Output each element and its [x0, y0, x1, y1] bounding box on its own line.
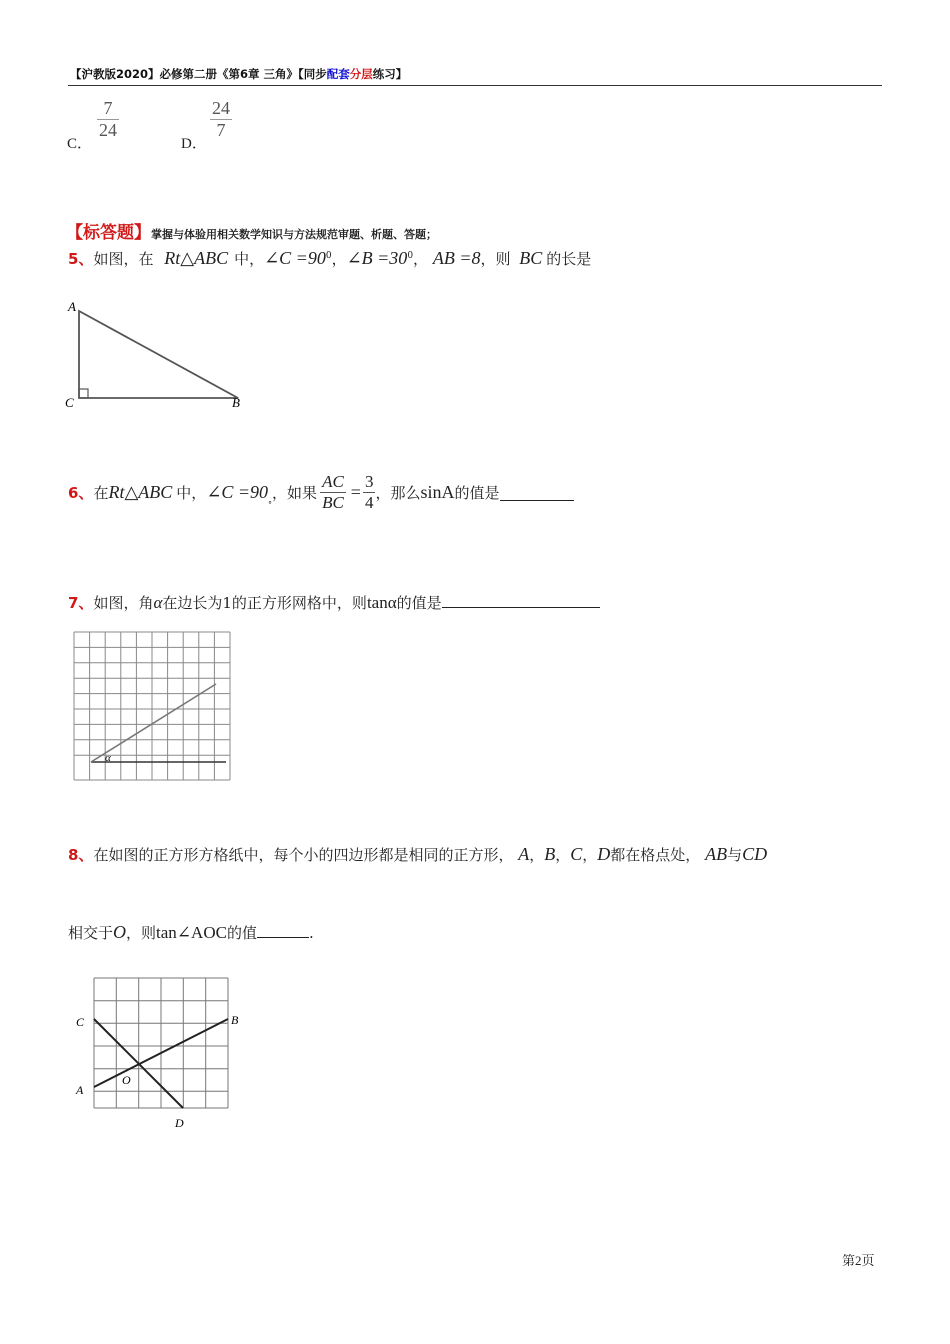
q7-text: 如图，角 [93, 594, 154, 612]
q8-text: 相交于 [68, 924, 114, 942]
question-5-number: 5、 [68, 250, 94, 268]
q6-fraction-denominator: BC [322, 493, 344, 512]
q6-text: 在 [93, 484, 109, 502]
option-d-denominator: 7 [216, 120, 226, 140]
option-d-numerator: 24 [212, 98, 230, 118]
q5-text: ， [413, 250, 429, 268]
q8-label-a: A [76, 1083, 84, 1097]
triangle-abc [79, 311, 238, 398]
q8-segment-cd: CD [742, 844, 768, 864]
q8-point-d: D [597, 844, 611, 864]
q8-segment-ab: AB [705, 844, 728, 864]
q6-equals: = [350, 482, 361, 502]
q7-math-tan: tanα [366, 593, 397, 612]
header-text: 【沪教版2020】必修第二册《第6章 三角》【同步 [70, 67, 327, 81]
q5-math-angle-c: ∠C =90 [264, 248, 326, 268]
question-8-line-2 [68, 922, 314, 943]
section-description: 掌握与体验用相关数学知识与方法规范审题、析题、答题； [151, 228, 437, 241]
q6-text: 的值是 [454, 484, 500, 502]
q5-text: ， [331, 250, 347, 268]
q8-label-d: D [175, 1116, 184, 1130]
option-c-denominator: 24 [99, 120, 117, 140]
question-6-number: 6、 [68, 484, 94, 502]
q6-math-sin: sinA [420, 482, 455, 502]
vertex-label-c: C [65, 395, 74, 410]
question-7 [68, 592, 600, 613]
option-c-label: C． [67, 136, 93, 152]
option-d-label: D． [181, 136, 207, 152]
vertex-label-b: B [232, 395, 240, 410]
option-c-fraction [97, 98, 119, 141]
q8-point-o: O [113, 922, 127, 942]
q7-grid-figure [70, 628, 236, 784]
section-heading [66, 218, 437, 243]
q6-text: ，如果 [272, 484, 318, 502]
question-8-number: 8、 [68, 846, 94, 864]
question-8-line-1 [68, 844, 767, 865]
header-rule [68, 85, 882, 86]
right-angle-mark [79, 389, 88, 398]
q5-math-triangle: Rt△ABC [164, 248, 229, 268]
q6-math-triangle: Rt△ABC [108, 482, 173, 502]
q5-text: 如图，在 [93, 250, 154, 268]
q8-label-c: C [76, 1015, 85, 1029]
q5-triangle-figure [60, 295, 250, 415]
q5-math-angle-b: ∠B =30 [346, 248, 408, 268]
q8-label-o: O [122, 1073, 131, 1087]
q6-text: ，那么 [375, 484, 421, 502]
q8-sep: ， [555, 846, 571, 864]
q8-answer-blank[interactable] [257, 923, 309, 938]
header-highlight-red: 分层 [349, 67, 373, 81]
q7-answer-blank[interactable] [442, 593, 600, 608]
header-highlight-blue: 配套 [326, 67, 350, 81]
option-c-numerator: 7 [97, 98, 119, 120]
q7-text: 的值是 [396, 594, 442, 612]
vertex-label-a: A [68, 299, 76, 314]
q5-text: 的长是 [546, 250, 592, 268]
q5-math-bc: BC [519, 248, 543, 268]
question-5 [68, 248, 591, 269]
q8-sep: ， [529, 846, 545, 864]
q8-point-b: B [544, 844, 556, 864]
q6-text: 中， [176, 484, 207, 502]
header-text-end: 练习】 [372, 67, 408, 81]
q8-grid-lines [94, 978, 228, 1108]
q7-slanted-ray [91, 684, 216, 762]
q5-math-ab: AB =8 [432, 248, 481, 268]
q8-point-a: A [518, 844, 530, 864]
q8-text: . [308, 924, 314, 942]
q5-degree: 0 [325, 251, 332, 261]
q8-math-tan: tan∠AOC [156, 923, 227, 942]
q8-text: ，则 [126, 924, 157, 942]
q8-grid-figure [70, 972, 250, 1136]
document-header [70, 66, 407, 82]
q8-label-b: B [231, 1013, 239, 1027]
q5-text: 中， [234, 250, 265, 268]
q7-text: 在边长为1的正方形网格中，则 [162, 594, 367, 612]
question-7-number: 7、 [68, 594, 94, 612]
q8-text: 的值 [226, 924, 257, 942]
q8-point-c: C [570, 844, 583, 864]
q8-text: 与 [727, 846, 743, 864]
q6-fraction-numerator: 3 [364, 472, 374, 491]
option-d-fraction [210, 98, 232, 141]
question-6 [68, 472, 574, 513]
q6-degree: ° [268, 500, 273, 509]
q5-text: ，则 [480, 250, 511, 268]
q8-text: 在如图的正方形方格纸中，每个小的四边形都是相同的正方形， [93, 846, 514, 864]
q6-fraction-numerator: AC [322, 472, 344, 491]
q8-sep: ， [582, 846, 598, 864]
q6-fraction-3-4 [363, 472, 376, 513]
q6-math-angle-c: ∠C =90 [206, 482, 269, 502]
q6-fraction-ac-bc [320, 472, 346, 513]
q7-alpha-label: α [105, 752, 111, 764]
q7-math-alpha: α [153, 593, 163, 612]
page-number: 第2页 [842, 1253, 875, 1268]
q8-text: 都在格点处， [610, 846, 701, 864]
q6-answer-blank[interactable] [500, 484, 574, 501]
q5-degree: 0 [407, 251, 414, 261]
section-tag: 【标答题】 [66, 223, 151, 243]
q6-fraction-denominator: 4 [364, 493, 374, 512]
